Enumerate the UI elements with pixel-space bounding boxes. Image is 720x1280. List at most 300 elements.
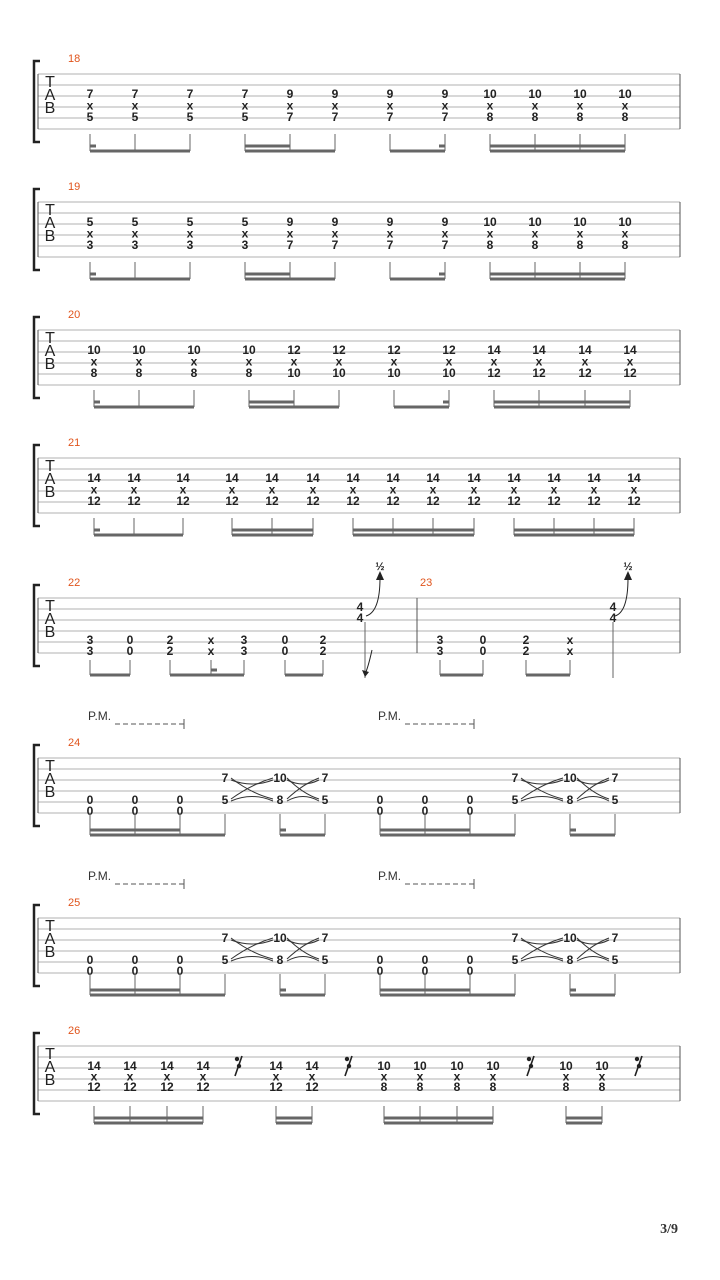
- slide-line: [287, 940, 319, 944]
- fret-number: x: [581, 354, 589, 369]
- fret-number: 14: [225, 471, 239, 485]
- fret-number: 0: [86, 804, 94, 818]
- fret-number: 0: [466, 804, 474, 818]
- fret-number: 9: [441, 215, 449, 229]
- slide-line: [521, 938, 563, 959]
- fret-number: 14: [87, 471, 101, 485]
- tab-clef-letter: A: [44, 771, 56, 788]
- fret-number: x: [90, 354, 98, 369]
- fret-number: 7: [611, 771, 619, 785]
- fret-number: 5: [86, 215, 94, 229]
- system-bracket: [34, 585, 40, 666]
- fret-number: x: [470, 482, 478, 497]
- fret-number: x: [621, 98, 629, 113]
- tab-clef-letter: T: [45, 202, 55, 219]
- fret-number: x: [566, 633, 574, 647]
- palm-mute-label: P.M.: [378, 709, 402, 723]
- tab-clef-letter: A: [44, 1059, 56, 1076]
- fret-number: 8: [453, 1080, 461, 1094]
- palm-mute-label: P.M.: [378, 869, 402, 883]
- release-arrow: [362, 670, 369, 677]
- fret-number: 5: [86, 110, 94, 124]
- slide-line: [287, 780, 319, 784]
- fret-number: 14: [265, 471, 279, 485]
- system-bracket: [34, 189, 40, 270]
- fret-number: 10: [483, 87, 497, 101]
- fret-number: 10: [483, 215, 497, 229]
- fret-number: x: [286, 98, 294, 113]
- fret-number: 9: [331, 87, 339, 101]
- fret-number: x: [131, 98, 139, 113]
- fret-number: 7: [331, 110, 339, 124]
- fret-number: 14: [269, 1059, 283, 1073]
- fret-number: 7: [186, 87, 194, 101]
- fret-number: 2: [522, 644, 530, 658]
- fret-number: 8: [562, 1080, 570, 1094]
- slide-line: [287, 938, 319, 959]
- fret-number: x: [186, 226, 194, 241]
- rest-dot: [345, 1057, 349, 1061]
- slide-line: [231, 780, 273, 784]
- fret-number: 3: [241, 238, 249, 252]
- fret-number: x: [531, 98, 539, 113]
- slide-line: [231, 938, 273, 959]
- bend-curve: [615, 578, 628, 616]
- fret-number: 5: [186, 215, 194, 229]
- measure-number: 26: [68, 1025, 81, 1037]
- fret-number: 3: [436, 633, 444, 647]
- fret-number: 14: [160, 1059, 174, 1073]
- fret-number: 10: [563, 931, 577, 945]
- fret-number: 5: [321, 953, 329, 967]
- fret-number: x: [445, 354, 453, 369]
- bend-curve: [366, 578, 380, 616]
- fret-number: 7: [386, 110, 394, 124]
- fret-number: 8: [276, 953, 284, 967]
- fret-number: 7: [441, 238, 449, 252]
- fret-number: 0: [86, 953, 94, 967]
- fret-number: 14: [467, 471, 481, 485]
- fret-number: 10: [559, 1059, 573, 1073]
- measure-number: 22: [68, 577, 81, 589]
- fret-number: 0: [131, 804, 139, 818]
- fret-number: 12: [87, 1080, 101, 1094]
- fret-number: 12: [123, 1080, 137, 1094]
- fret-number: 14: [87, 1059, 101, 1073]
- fret-number: 0: [479, 633, 487, 647]
- fret-number: 12: [265, 494, 279, 508]
- fret-number: 12: [306, 494, 320, 508]
- slide-line: [287, 938, 319, 959]
- bend-amount: ½: [623, 561, 633, 573]
- slide-line: [231, 940, 273, 944]
- fret-number: 12: [426, 494, 440, 508]
- fret-number: 14: [487, 343, 501, 357]
- fret-number: 7: [221, 771, 229, 785]
- fret-number: 0: [466, 964, 474, 978]
- tab-clef-letter: T: [45, 74, 55, 91]
- tab-clef-letter: B: [44, 624, 56, 641]
- fret-number: 2: [166, 644, 174, 658]
- fret-number: x: [386, 226, 394, 241]
- fret-number: x: [126, 1069, 134, 1084]
- measure-number: 25: [68, 897, 81, 909]
- fret-number: x: [241, 98, 249, 113]
- fret-number: 10: [273, 771, 287, 785]
- fret-number: 5: [131, 215, 139, 229]
- fret-number: 12: [87, 494, 101, 508]
- fret-number: 8: [576, 238, 584, 252]
- fret-number: 7: [221, 931, 229, 945]
- system-bracket: [34, 61, 40, 142]
- fret-number: 14: [532, 343, 546, 357]
- tab-clef-letter: A: [44, 931, 56, 948]
- fret-number: 8: [380, 1080, 388, 1094]
- fret-number: 5: [511, 793, 519, 807]
- fret-number: 5: [241, 215, 249, 229]
- fret-number: 3: [436, 644, 444, 658]
- slide-line: [521, 940, 563, 944]
- fret-number: 8: [621, 238, 629, 252]
- fret-number: x: [441, 226, 449, 241]
- fret-number: x: [380, 1069, 388, 1084]
- fret-number: 7: [441, 110, 449, 124]
- fret-number: x: [576, 226, 584, 241]
- fret-number: 12: [127, 494, 141, 508]
- fret-number: 10: [377, 1059, 391, 1073]
- fret-number: 10: [450, 1059, 464, 1073]
- fret-number: 14: [123, 1059, 137, 1073]
- fret-number: 0: [176, 964, 184, 978]
- fret-number: 7: [321, 771, 329, 785]
- fret-number: 12: [346, 494, 360, 508]
- fret-number: 0: [131, 793, 139, 807]
- fret-number: x: [535, 354, 543, 369]
- fret-number: x: [207, 644, 215, 658]
- fret-number: x: [331, 226, 339, 241]
- tab-clef-letter: B: [44, 228, 56, 245]
- fret-number: 14: [196, 1059, 210, 1073]
- fret-number: 9: [386, 87, 394, 101]
- fret-number: 14: [426, 471, 440, 485]
- fret-number: x: [590, 482, 598, 497]
- fret-number: 8: [245, 366, 253, 380]
- fret-number: 0: [281, 633, 289, 647]
- fret-number: x: [531, 226, 539, 241]
- fret-number: 7: [611, 931, 619, 945]
- fret-number: 4: [609, 611, 617, 625]
- tab-clef-letter: T: [45, 458, 55, 475]
- fret-number: 8: [416, 1080, 424, 1094]
- palm-mute-label: P.M.: [88, 709, 112, 723]
- fret-number: 2: [319, 633, 327, 647]
- slide-line: [577, 780, 609, 784]
- fret-number: x: [490, 354, 498, 369]
- fret-number: 7: [241, 87, 249, 101]
- fret-number: 2: [166, 633, 174, 647]
- tab-clef-letter: T: [45, 918, 55, 935]
- fret-number: 8: [486, 110, 494, 124]
- fret-number: 12: [587, 494, 601, 508]
- fret-number: 7: [286, 110, 294, 124]
- fret-number: 10: [618, 87, 632, 101]
- fret-number: 0: [131, 953, 139, 967]
- rest-dot: [237, 1064, 241, 1068]
- fret-number: 8: [598, 1080, 606, 1094]
- fret-number: x: [331, 98, 339, 113]
- fret-number: x: [510, 482, 518, 497]
- fret-number: 8: [190, 366, 198, 380]
- measure-number: 19: [68, 181, 81, 193]
- fret-number: x: [335, 354, 343, 369]
- rest-dot: [529, 1064, 533, 1068]
- fret-number: x: [453, 1069, 461, 1084]
- fret-number: 3: [86, 238, 94, 252]
- fret-number: 12: [305, 1080, 319, 1094]
- fret-number: 8: [531, 110, 539, 124]
- fret-number: 5: [321, 793, 329, 807]
- tab-clef-letter: B: [44, 1072, 56, 1089]
- fret-number: 7: [321, 931, 329, 945]
- fret-number: 0: [376, 793, 384, 807]
- fret-number: 0: [86, 793, 94, 807]
- fret-number: x: [290, 354, 298, 369]
- fret-number: 14: [176, 471, 190, 485]
- measure-number: 20: [68, 309, 81, 321]
- slide-line: [577, 778, 609, 799]
- fret-number: 0: [376, 953, 384, 967]
- fret-number: 0: [126, 644, 134, 658]
- fret-number: 8: [566, 793, 574, 807]
- fret-number: 2: [522, 633, 530, 647]
- fret-number: 12: [507, 494, 521, 508]
- fret-number: 10: [595, 1059, 609, 1073]
- fret-number: 5: [611, 953, 619, 967]
- fret-number: 7: [511, 931, 519, 945]
- fret-number: 9: [331, 215, 339, 229]
- fret-number: 12: [160, 1080, 174, 1094]
- fret-number: x: [135, 354, 143, 369]
- fret-number: x: [416, 1069, 424, 1084]
- slide-line: [577, 938, 609, 959]
- rest-dot: [527, 1057, 531, 1061]
- fret-number: 8: [621, 110, 629, 124]
- slide-line: [521, 778, 563, 799]
- fret-number: 12: [487, 366, 501, 380]
- slide-line: [287, 778, 319, 799]
- slide-line: [577, 938, 609, 959]
- fret-number: x: [86, 98, 94, 113]
- bend-amount: ½: [375, 561, 385, 573]
- fret-number: x: [349, 482, 357, 497]
- fret-number: 9: [286, 87, 294, 101]
- fret-number: 10: [242, 343, 256, 357]
- fret-number: x: [489, 1069, 497, 1084]
- fret-number: 5: [131, 110, 139, 124]
- system-bracket: [34, 317, 40, 398]
- fret-number: 12: [627, 494, 641, 508]
- fret-number: 0: [376, 964, 384, 978]
- tab-clef-letter: T: [45, 1046, 55, 1063]
- fret-number: 14: [578, 343, 592, 357]
- fret-number: x: [309, 482, 317, 497]
- tab-clef-letter: B: [44, 944, 56, 961]
- fret-number: x: [630, 482, 638, 497]
- release-curve: [365, 650, 372, 674]
- fret-number: x: [576, 98, 584, 113]
- fret-number: x: [207, 633, 215, 647]
- fret-number: x: [386, 98, 394, 113]
- fret-number: x: [550, 482, 558, 497]
- fret-number: 10: [563, 771, 577, 785]
- slide-line: [287, 778, 319, 799]
- fret-number: 10: [87, 343, 101, 357]
- fret-number: 14: [305, 1059, 319, 1073]
- fret-number: x: [228, 482, 236, 497]
- fret-number: 0: [421, 793, 429, 807]
- fret-number: 12: [176, 494, 190, 508]
- fret-number: x: [598, 1069, 606, 1084]
- fret-number: 5: [186, 110, 194, 124]
- fret-number: 5: [221, 793, 229, 807]
- fret-number: x: [308, 1069, 316, 1084]
- fret-number: 9: [386, 215, 394, 229]
- slide-line: [577, 940, 609, 944]
- tab-clef-letter: T: [45, 758, 55, 775]
- fret-number: 0: [479, 644, 487, 658]
- fret-number: 0: [126, 633, 134, 647]
- fret-number: 12: [467, 494, 481, 508]
- fret-number: 10: [486, 1059, 500, 1073]
- fret-number: x: [621, 226, 629, 241]
- fret-number: 8: [276, 793, 284, 807]
- fret-number: 5: [221, 953, 229, 967]
- fret-number: 10: [332, 366, 346, 380]
- rest-dot: [347, 1064, 351, 1068]
- fret-number: 10: [618, 215, 632, 229]
- fret-number: 14: [346, 471, 360, 485]
- measure-number: 23: [420, 577, 433, 589]
- slide-line: [231, 778, 273, 799]
- fret-number: 2: [319, 644, 327, 658]
- palm-mute-label: P.M.: [88, 869, 112, 883]
- fret-number: 5: [611, 793, 619, 807]
- fret-number: x: [241, 226, 249, 241]
- tab-clef-letter: A: [44, 215, 56, 232]
- fret-number: x: [199, 1069, 207, 1084]
- fret-number: x: [245, 354, 253, 369]
- tab-clef-letter: A: [44, 87, 56, 104]
- fret-number: 7: [86, 87, 94, 101]
- fret-number: 8: [135, 366, 143, 380]
- fret-number: 0: [421, 964, 429, 978]
- slide-line: [521, 780, 563, 784]
- tab-clef-letter: B: [44, 484, 56, 501]
- fret-number: x: [268, 482, 276, 497]
- fret-number: 12: [578, 366, 592, 380]
- slide-line: [231, 778, 273, 799]
- fret-number: 12: [623, 366, 637, 380]
- fret-number: 5: [241, 110, 249, 124]
- tab-clef-letter: T: [45, 598, 55, 615]
- fret-number: 10: [287, 366, 301, 380]
- fret-number: 10: [413, 1059, 427, 1073]
- fret-number: 12: [387, 343, 401, 357]
- tab-clef-letter: B: [44, 356, 56, 373]
- system-bracket: [34, 905, 40, 986]
- fret-number: 4: [609, 600, 617, 614]
- fret-number: x: [179, 482, 187, 497]
- fret-number: x: [626, 354, 634, 369]
- tab-clef-letter: T: [45, 330, 55, 347]
- fret-number: 0: [466, 793, 474, 807]
- fret-number: 10: [442, 366, 456, 380]
- fret-number: 12: [196, 1080, 210, 1094]
- fret-number: 0: [466, 953, 474, 967]
- fret-number: 12: [547, 494, 561, 508]
- fret-number: x: [190, 354, 198, 369]
- fret-number: 0: [421, 953, 429, 967]
- fret-number: 14: [587, 471, 601, 485]
- fret-number: 3: [186, 238, 194, 252]
- fret-number: x: [90, 482, 98, 497]
- fret-number: 3: [86, 633, 94, 647]
- fret-number: 8: [489, 1080, 497, 1094]
- fret-number: x: [486, 98, 494, 113]
- rest-dot: [235, 1057, 239, 1061]
- tab-clef-letter: B: [44, 100, 56, 117]
- slide-line: [521, 938, 563, 959]
- fret-number: 10: [528, 215, 542, 229]
- system-bracket: [34, 745, 40, 826]
- fret-number: x: [163, 1069, 171, 1084]
- fret-number: 12: [225, 494, 239, 508]
- fret-number: 10: [387, 366, 401, 380]
- fret-number: 14: [306, 471, 320, 485]
- tab-clef-letter: A: [44, 611, 56, 628]
- fret-number: 0: [131, 964, 139, 978]
- slide-line: [521, 778, 563, 799]
- fret-number: x: [131, 226, 139, 241]
- measure-number: 24: [68, 737, 81, 749]
- fret-number: 3: [86, 644, 94, 658]
- fret-number: 7: [331, 238, 339, 252]
- fret-number: 12: [442, 343, 456, 357]
- fret-number: 14: [547, 471, 561, 485]
- fret-number: 12: [332, 343, 346, 357]
- fret-number: 0: [86, 964, 94, 978]
- fret-number: x: [390, 354, 398, 369]
- fret-number: 9: [441, 87, 449, 101]
- fret-number: 12: [287, 343, 301, 357]
- fret-number: 12: [269, 1080, 283, 1094]
- fret-number: x: [86, 226, 94, 241]
- fret-number: x: [562, 1069, 570, 1084]
- fret-number: 8: [576, 110, 584, 124]
- fret-number: 0: [281, 644, 289, 658]
- fret-number: 7: [131, 87, 139, 101]
- fret-number: 8: [566, 953, 574, 967]
- fret-number: 0: [176, 953, 184, 967]
- fret-number: 12: [386, 494, 400, 508]
- fret-number: 14: [386, 471, 400, 485]
- fret-number: 12: [532, 366, 546, 380]
- system-bracket: [34, 445, 40, 526]
- tab-clef-letter: A: [44, 471, 56, 488]
- fret-number: 4: [356, 600, 364, 614]
- fret-number: x: [429, 482, 437, 497]
- system-bracket: [34, 1033, 40, 1114]
